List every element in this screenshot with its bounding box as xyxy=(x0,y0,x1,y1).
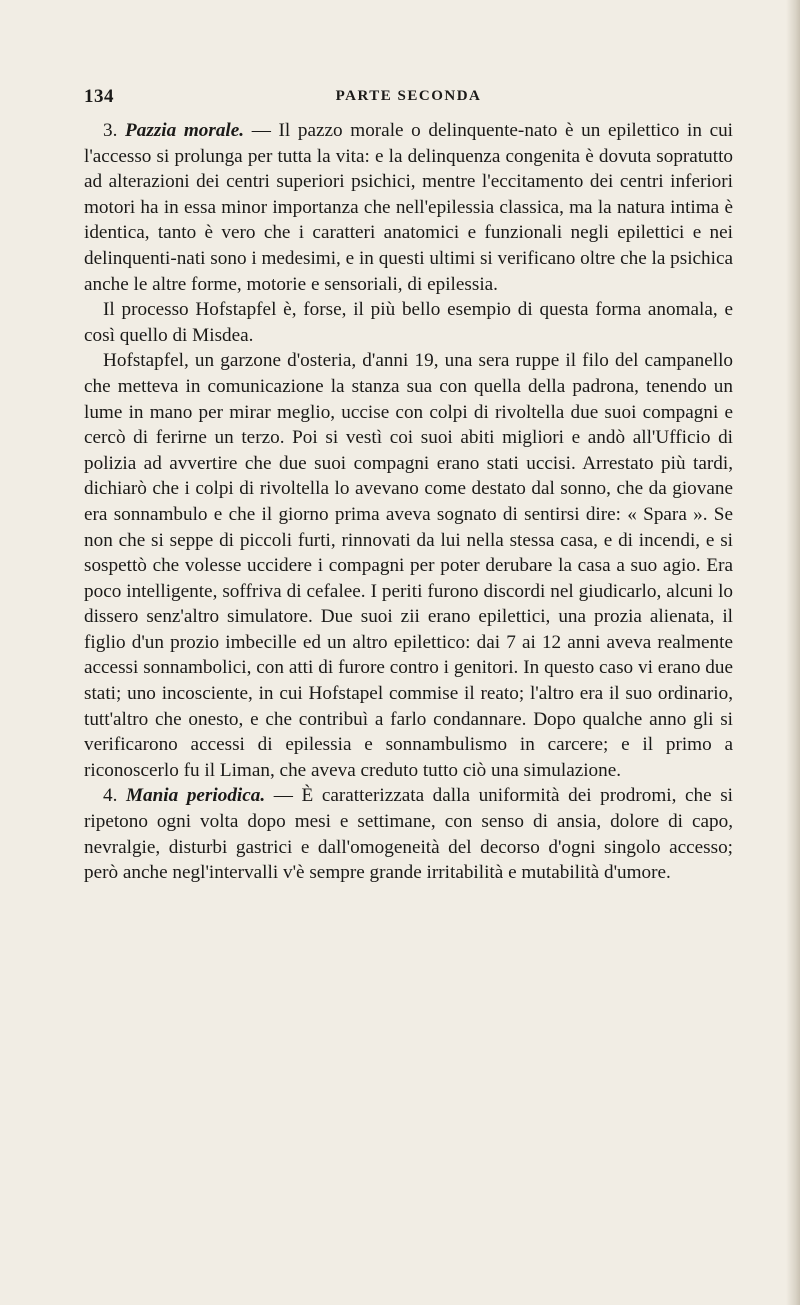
page-header xyxy=(84,86,733,112)
section-heading: Mania periodica. xyxy=(125,785,266,807)
section-heading: Pazzia morale. xyxy=(125,120,245,141)
running-title: PARTE SECONDA xyxy=(335,88,482,104)
paragraph-text: — È caratterizzata dalla uniformità dei prodromi, che si ripetono ogni volta dopo mesi e settimane, con senso di ansia, dolore di capo, nevralgie, disturbi gastrici e dall'omogeneità del decorso d'ogni singolo accesso; però anche negl'intervalli v'è sempre grande irritabilità e mutabilità d'umore. xyxy=(84,785,733,884)
page-edge-shadow xyxy=(786,0,800,1305)
body-text xyxy=(84,118,733,886)
section-number: 3. xyxy=(103,120,118,141)
paragraph-text: — Il pazzo morale o delinquente-nato è un epilettico in cui l'accesso si prolunga per tutta la vita: e la delinquenza congenita è dovuta sopratutto ad alterazioni dei centri superiori psichici, mentre l'eccitamento dei centri inferiori motori ha in essa minor importanza che nell'epilessia classica, ma la natura intima è identica, tanto è vero che i caratteri anatomici e funzionali negli epilettici e nei delinquenti-nati sono i medesimi, e in questi ultimi si verificano oltre che la psichica anche le altre forme, motorie e sensoriali, di epilessia. xyxy=(84,120,734,295)
paragraph-pazzia-morale xyxy=(84,118,733,297)
paragraph-mania-periodica xyxy=(84,783,733,885)
page-number: 134 xyxy=(84,86,114,107)
paragraph-processo-hofstapfel: Il processo Hofstapfel è, forse, il più bello esempio di questa forma anomala, e così quello di Misdea. xyxy=(84,299,733,346)
paragraph-hofstapfel-case: Hofstapfel, un garzone d'osteria, d'anni 19, una sera ruppe il filo del campanello che metteva in comunicazione la stanza sua con quella della padrona, tenendo un lume in mano per mirar meglio, uccise con colpi di rivoltella due suoi compagni e cercò di ferirne un terzo. Poi si vestì coi suoi abiti migliori e andò all'Ufficio di polizia ad avvertire che due suoi compagni erano stati uccisi. Arrestato più tardi, dichiarò che i colpi di rivoltella lo avevano come destato dal sonno, che da giovane era sonnambulo e che il giorno prima aveva sognato di sentirsi dire: « Spara ». Se non che si seppe di piccoli furti, rinnovati da lui nella stessa casa, e di incendi, e si sospettò che volesse uccidere i compagni per poter derubare la casa a suo agio. Era poco intelligente, soffriva di cefalee. I periti furono discordi nel giudicarlo, alcuni lo dissero senz'altro simulatore. Due suoi zii erano epilettici, una prozia alienata, il figlio d'un prozio imbecille ed un altro epilettico: dai 7 ai 12 anni aveva realmente accessi sonnambolici, con atti di furore contro i genitori. In questo caso vi erano due stati; uno incosciente, in cui Hofstapel commise il reato; l'altro era il suo ordinario, tutt'altro che onesto, e che contribuì a farlo condannare. Dopo qualche anno gli si verificarono accessi di epilessia e sonnambulismo in carcere; e il primo a riconoscerlo fu il Liman, che aveva creduto tutto ciò una simulazione. xyxy=(84,350,733,781)
section-number: 4. xyxy=(103,785,118,807)
